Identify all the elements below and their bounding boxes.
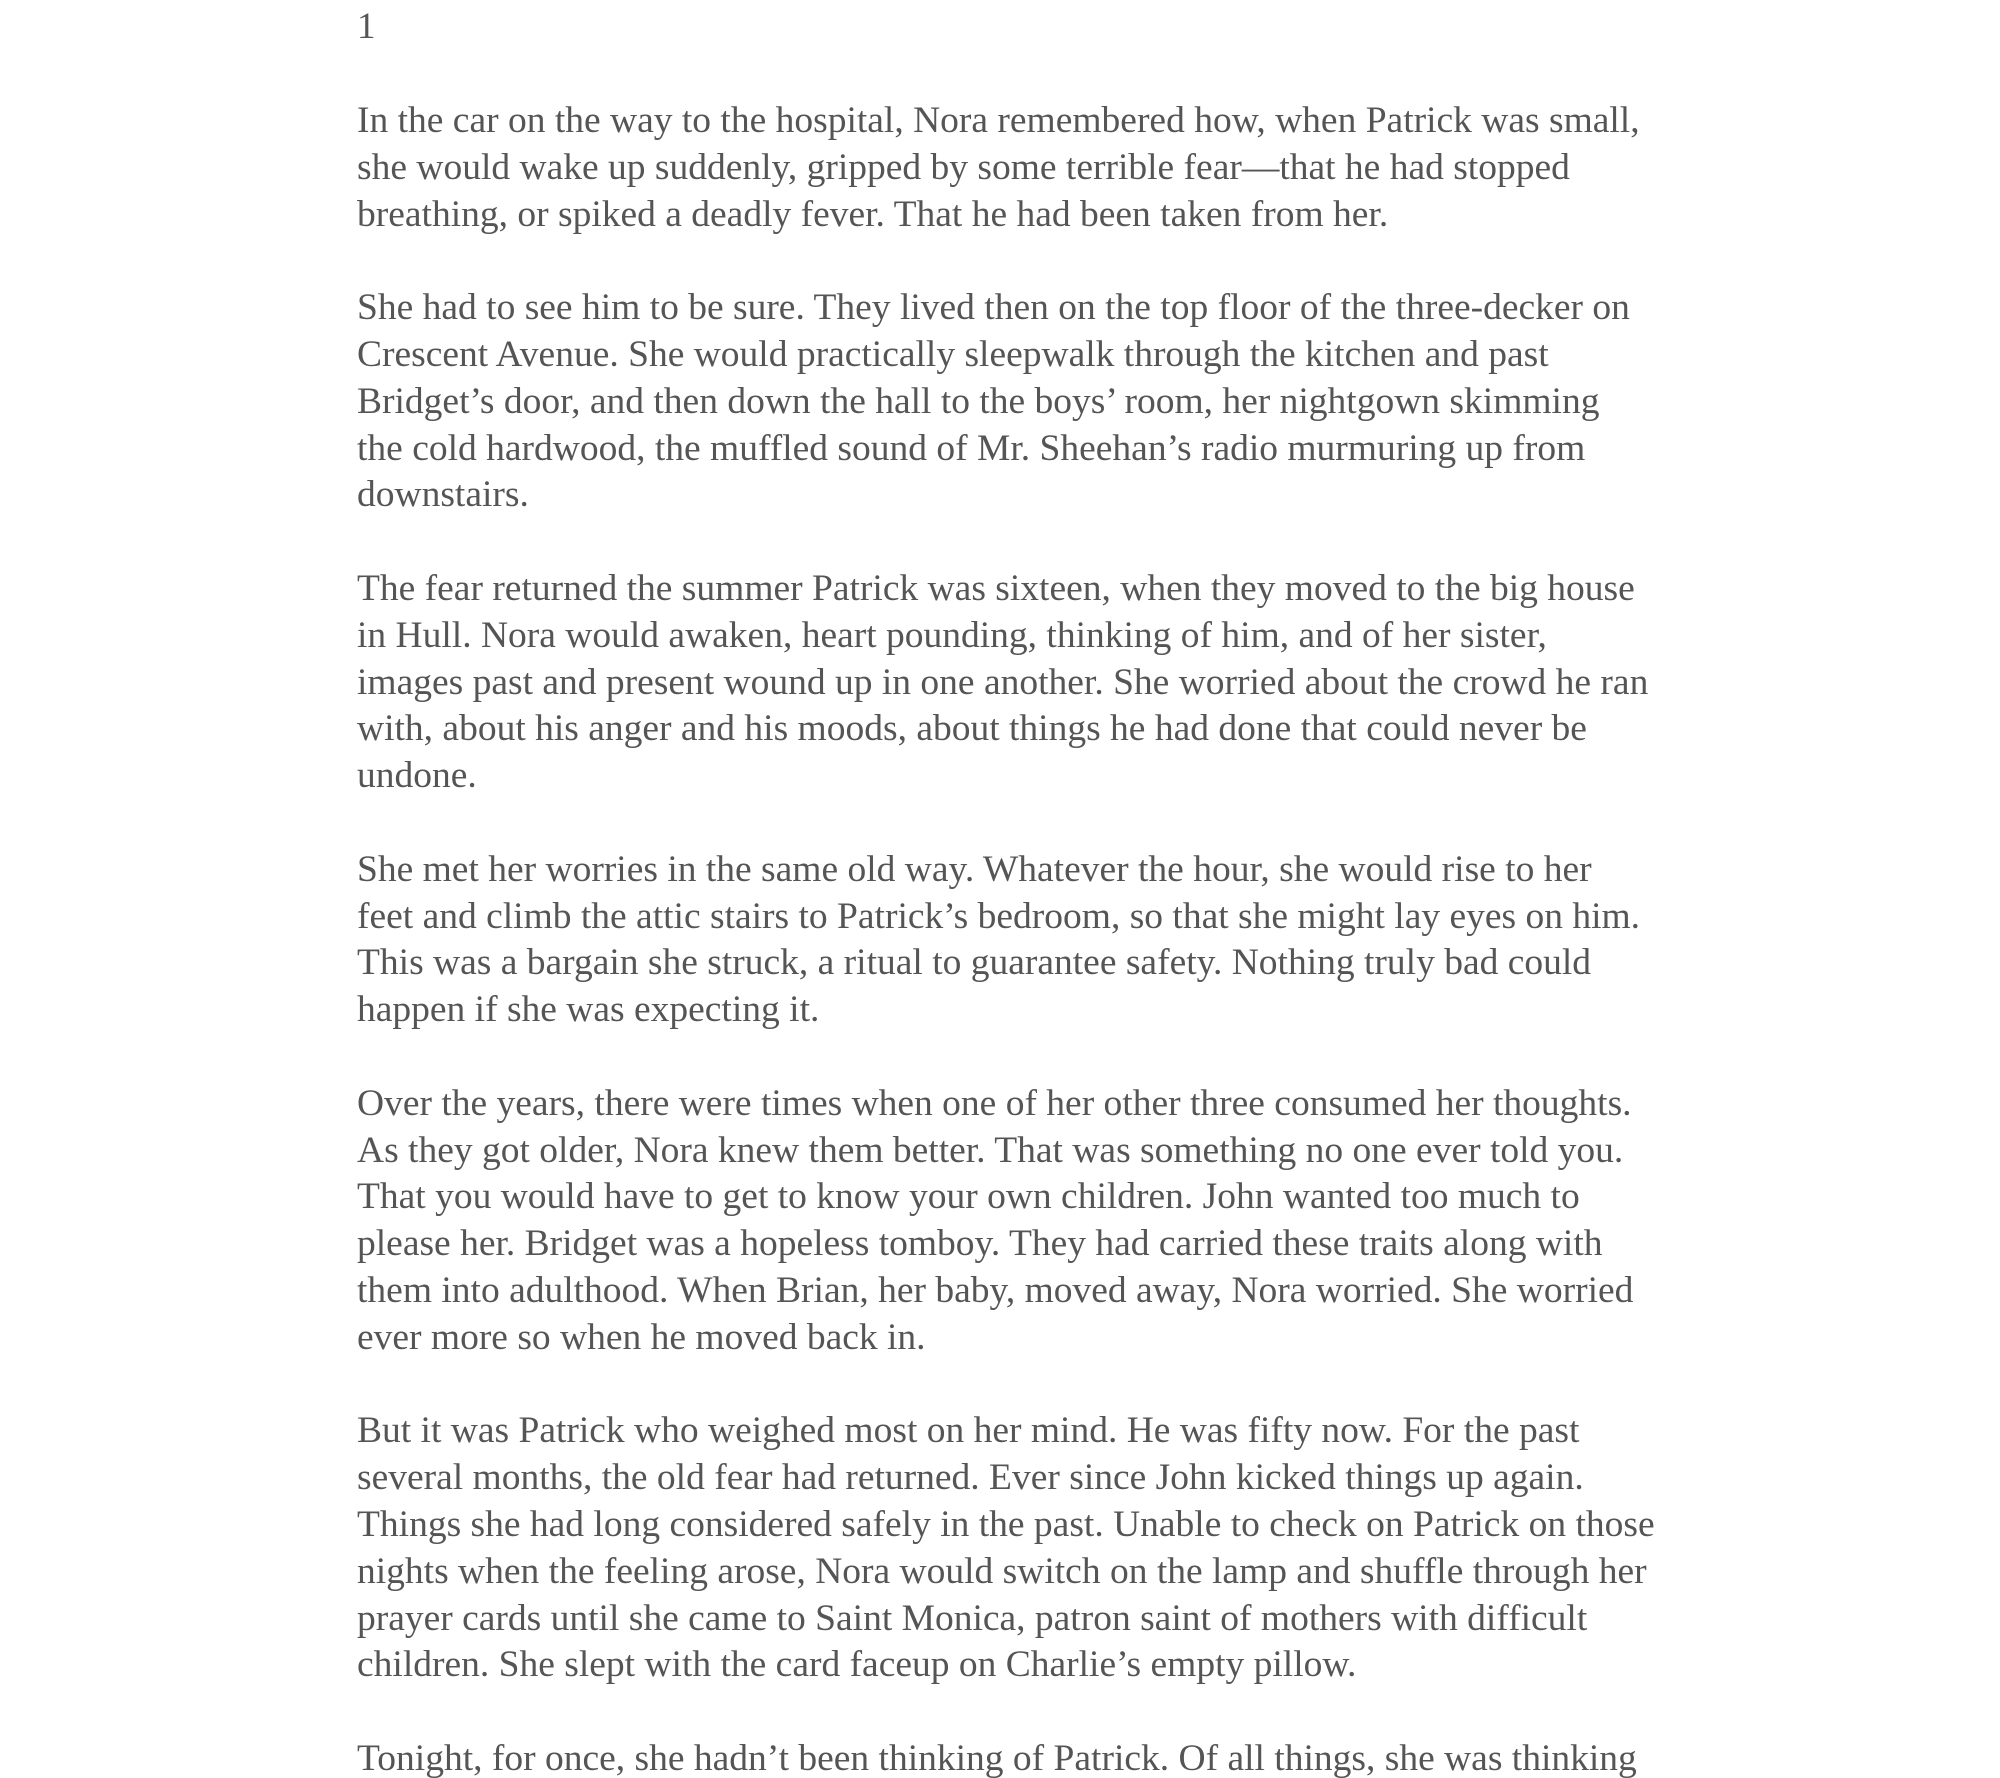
- paragraph-line: The fear returned the summer Patrick was sixteen, when they moved to the big house: [357, 567, 1635, 609]
- paragraph-line: in Hull. Nora would awaken, heart pounding, thinking of him, and of her sister,: [357, 614, 1547, 656]
- paragraph-3: [357, 566, 1677, 800]
- paragraph-line: Over the years, there were times when one of her other three consumed her thoughts.: [357, 1082, 1632, 1124]
- paragraph-line: She met her worries in the same old way. Whatever the hour, she would rise to her: [357, 848, 1592, 890]
- paragraph-line: ever more so when he moved back in.: [357, 1316, 926, 1358]
- paragraph-line: In the car on the way to the hospital, Nora remembered how, when Patrick was small,: [357, 100, 1640, 141]
- paragraph-line: Things she had long considered safely in the past. Unable to check on Patrick on those: [357, 1503, 1655, 1545]
- paragraph-2: [357, 285, 1677, 519]
- paragraph-line: them into adulthood. When Brian, her baby, moved away, Nora worried. She worried: [357, 1269, 1634, 1311]
- paragraph-1: [357, 98, 1677, 238]
- paragraph-line: downstairs.: [357, 474, 529, 516]
- paragraph-line: children. She slept with the card faceup on Charlie’s empty pillow.: [357, 1644, 1357, 1686]
- paragraph-line: undone.: [357, 755, 477, 797]
- paragraph-6: [357, 1408, 1677, 1689]
- paragraph-line: please her. Bridget was a hopeless tomboy. They had carried these traits along with: [357, 1223, 1603, 1265]
- paragraph-line: she would wake up suddenly, gripped by some terrible fear—that he had stopped: [357, 146, 1570, 188]
- body-text: [357, 98, 1677, 1778]
- paragraph-line: nights when the feeling arose, Nora would switch on the lamp and shuffle through her: [357, 1550, 1647, 1592]
- paragraph-line: feet and climb the attic stairs to Patrick’s bedroom, so that she might lay eyes on him.: [357, 895, 1641, 937]
- paragraph-line: images past and present wound up in one another. She worried about the crowd he ran: [357, 661, 1649, 703]
- page-number: 1: [357, 6, 376, 47]
- paragraph-line: She had to see him to be sure. They lived then on the top floor of the three-decker on: [357, 287, 1630, 329]
- paragraph-line: Bridget’s door, and then down the hall to the boys’ room, her nightgown skimming: [357, 380, 1600, 422]
- paragraph-line: the cold hardwood, the muffled sound of Mr. Sheehan’s radio murmuring up from: [357, 427, 1586, 469]
- paragraph-line: with, about his anger and his moods, about things he had done that could never be: [357, 708, 1587, 750]
- paragraph-line: That you would have to get to know your own children. John wanted too much to: [357, 1176, 1580, 1218]
- paragraph-line: Crescent Avenue. She would practically sleepwalk through the kitchen and past: [357, 333, 1549, 375]
- paragraph-4: [357, 847, 1677, 1034]
- paragraph-7: [357, 1736, 1677, 1778]
- paragraph-line: This was a bargain she struck, a ritual to guarantee safety. Nothing truly bad could: [357, 942, 1592, 984]
- paragraph-line: But it was Patrick who weighed most on her mind. He was fifty now. For the past: [357, 1410, 1580, 1452]
- paragraph-5: [357, 1081, 1677, 1362]
- paragraph-line: several months, the old fear had returned. Ever since John kicked things up again.: [357, 1457, 1584, 1499]
- paragraph-line: prayer cards until she came to Saint Monica, patron saint of mothers with difficult: [357, 1597, 1588, 1639]
- paragraph-line: As they got older, Nora knew them better. That was something no one ever told you.: [357, 1129, 1624, 1171]
- paragraph-line: Tonight, for once, she hadn’t been thinking of Patrick. Of all things, she was thinking: [357, 1737, 1637, 1778]
- paragraph-line: happen if she was expecting it.: [357, 989, 820, 1031]
- paragraph-line: breathing, or spiked a deadly fever. That he had been taken from her.: [357, 193, 1389, 235]
